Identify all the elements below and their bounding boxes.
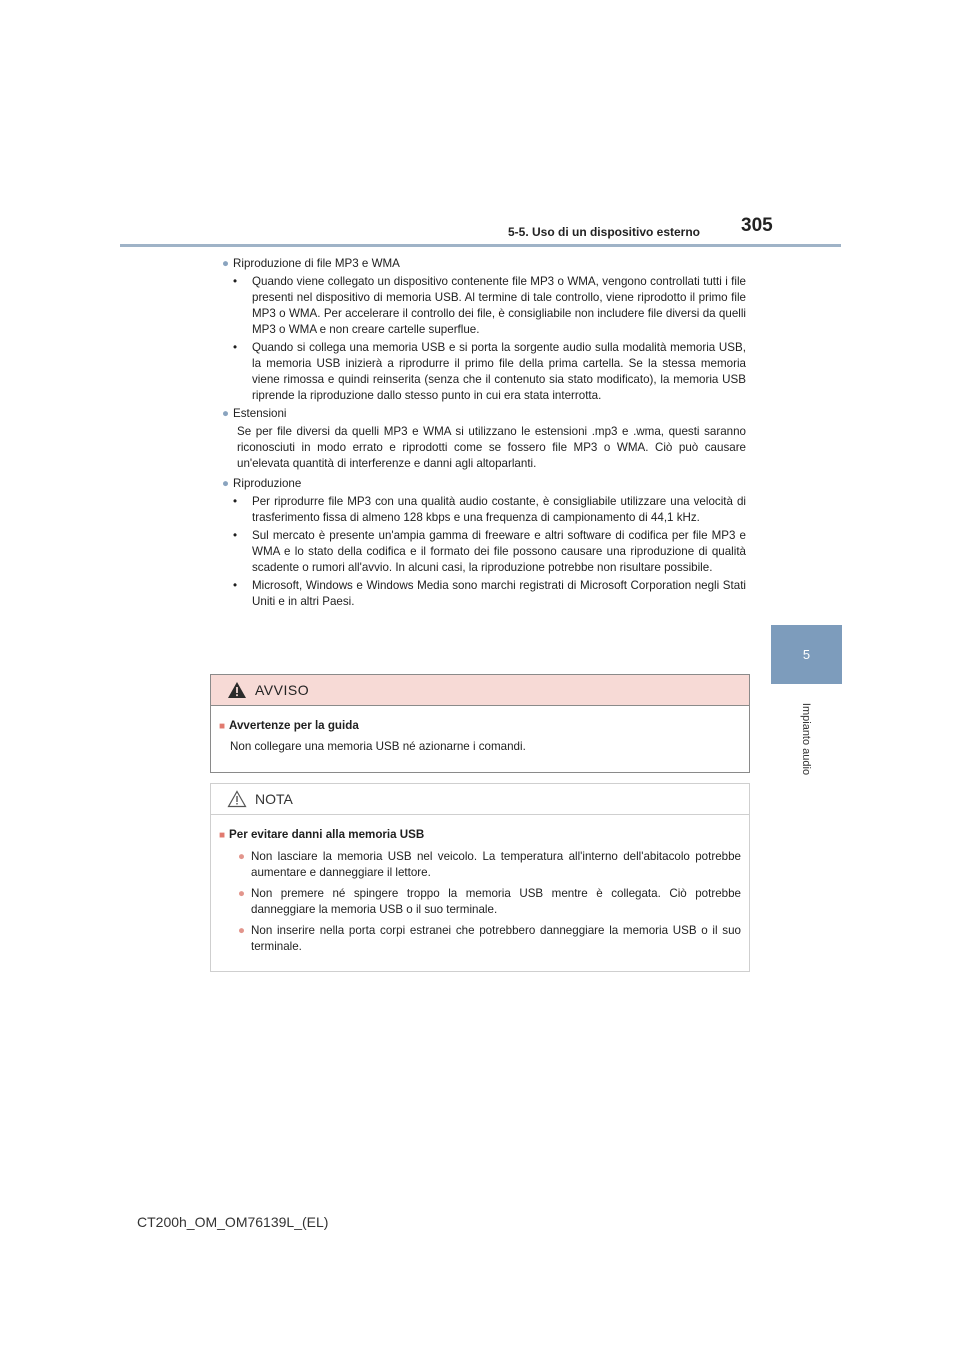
paragraph-ext: Se per file diversi da quelli MP3 e WMA si utilizzano le estensioni .mp3 e .wma, questi saranno riconosciuti in modo errato e riprodotti come se fossero file MP3 o WMA. Ciò può causare un'elevata quantità di interferenze e danni agli altoparlanti. — [237, 425, 746, 470]
note-box — [210, 783, 750, 972]
bullet-dot-icon: ● — [222, 407, 230, 420]
bullet-heading-play: ● Riproduzione — [222, 477, 302, 490]
chapter-tab-number: 5 — [771, 625, 842, 684]
section-title: 5-5. Uso di un dispositivo esterno — [507, 225, 700, 239]
list-item: ● Non lasciare la memoria USB nel veicolo. La temperatura all'interno dell'abitacolo potrebbe aumentare e danneggiare il lettore. — [238, 850, 741, 879]
bullet-icon: • — [233, 495, 238, 508]
warning-heading: ■ Avvertenze per la guida — [219, 719, 359, 732]
bullet-dot-icon: ● — [238, 850, 246, 863]
main-content — [222, 256, 746, 610]
bullet-dot-icon: ● — [238, 924, 246, 937]
warning-header — [211, 675, 749, 706]
bullet-icon: • — [233, 529, 238, 542]
note-title: NOTA — [255, 791, 293, 807]
bullet-heading-mp3: ● Riproduzione di file MP3 e WMA — [222, 257, 400, 270]
list-item: • Quando viene collegato un dispositivo contenente file MP3 o WMA, vengono controllati tutti i file presenti nel dispositivo di memoria USB. Al termine di tale controllo, viene riprodotto il primo file MP3 o WMA. Per accelerare il controllo dei file, è consigliabile non includere file diversi da quelli MP3 o WMA e non creare cartelle superflue. — [233, 275, 746, 336]
square-bullet-icon: ■ — [219, 721, 226, 732]
note-heading: ■ Per evitare danni alla memoria USB — [219, 828, 425, 841]
bullet-dot-icon: ● — [222, 257, 230, 270]
bullet-dot-icon: ● — [238, 887, 246, 900]
note-header — [211, 784, 749, 815]
footer-code: CT200h_OM_OM76139L_(EL) — [137, 1214, 329, 1230]
bullet-icon: • — [233, 341, 238, 354]
chapter-tab-label — [771, 684, 842, 794]
square-bullet-icon: ■ — [219, 830, 226, 841]
bullet-dot-icon: ● — [222, 477, 230, 490]
bullet-icon: • — [233, 579, 238, 592]
list-item: ● Non inserire nella porta corpi estranei che potrebbero danneggiare la memoria USB o il suo terminale. — [238, 924, 741, 953]
list-item: • Sul mercato è presente un'ampia gamma di freeware e altri software di codifica per file MP3 e WMA e lo stato della codifica e il formato dei file possono causare una riproduzione di qualità scadente o rumori all'avvio. In alcuni casi, la riproduzione potrebbe non risultare possibile. — [233, 529, 746, 574]
list-item: • Quando si collega una memoria USB e si porta la sorgente audio sulla modalità memoria USB, la memoria USB inizierà a riprodurre il primo file della prima cartella. Se la stessa memoria viene rimossa e quindi reinserita (senza che il contenuto sia stato modificato), la memoria USB riprende la riproduzione dallo stesso punto in cui era stata interrotta. — [233, 341, 746, 402]
page-number: 305 — [741, 215, 773, 236]
warning-title: AVVISO — [255, 682, 310, 698]
bullet-icon: • — [233, 275, 238, 288]
page-header — [0, 0, 960, 250]
warning-box — [210, 674, 750, 773]
header-rule — [120, 244, 841, 247]
warning-body — [211, 706, 749, 755]
list-item: ● Non premere né spingere troppo la memoria USB mentre è collegata. Ciò potrebbe danneggiare la memoria USB o il suo terminale. — [238, 887, 741, 916]
warning-triangle-icon — [227, 681, 247, 699]
list-item: • Microsoft, Windows e Windows Media sono marchi registrati di Microsoft Corporation negli Stati Uniti e in altri Paesi. — [233, 579, 746, 608]
bullet-heading-ext: ● Estensioni — [222, 407, 287, 420]
list-item: • Per riprodurre file MP3 con una qualità audio costante, è consigliabile utilizzare una velocità di trasferimento fissa di almeno 128 kbps e una frequenza di campionamento di 44,1 kHz. — [233, 495, 746, 524]
caution-triangle-icon — [227, 790, 247, 808]
warning-text: Non collegare una memoria USB né azionarne i comandi. — [230, 740, 526, 753]
note-body — [211, 815, 749, 955]
chapter-tab-label-text: Impianto audio — [800, 702, 813, 776]
